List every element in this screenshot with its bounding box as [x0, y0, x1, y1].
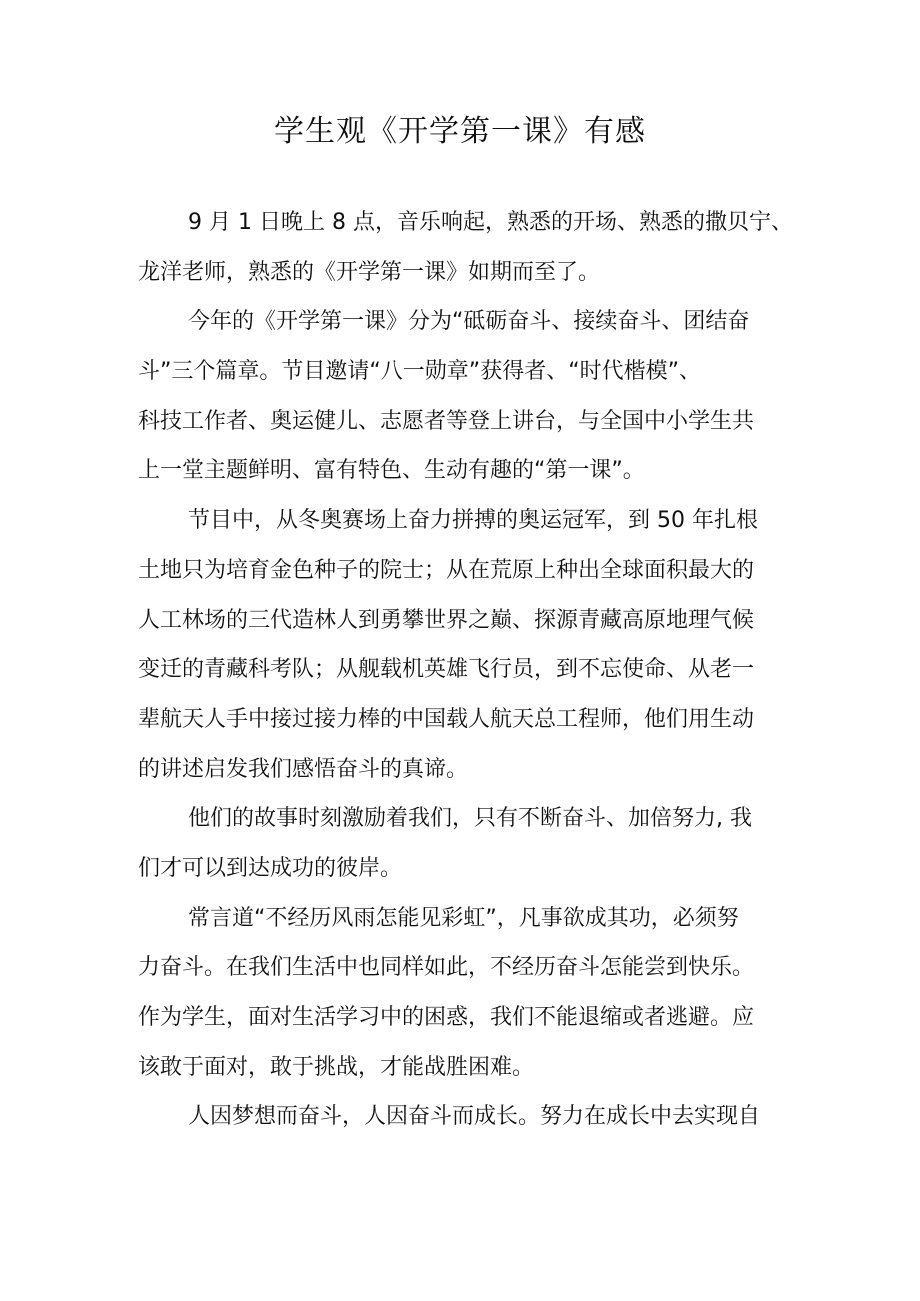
paragraph [138, 496, 788, 794]
paragraph-line: 龙洋老师，熟悉的《开学第一课》如期而至了。 [138, 259, 601, 285]
document-body [138, 198, 793, 1142]
paragraph-line: 9 月 1 日晚上 8 点，音乐响起，熟悉的开场、熟悉的撒贝宁、 [188, 210, 793, 235]
paragraph-line: 常言道“不经历风雨怎能见彩虹”，凡事欲成其功，必须努 [188, 905, 739, 931]
paragraph-line: 变迁的青藏科考队；从舰载机英雄飞行员，到不忘使命、从老一 [138, 657, 755, 683]
paragraph-line: 人因梦想而奋斗，人因奋斗而成长。努力在成长中去实现自 [188, 1104, 761, 1130]
paragraph-line: 科技工作者、奥运健儿、志愿者等登上讲台，与全国中小学生共 [138, 408, 755, 434]
paragraph [138, 198, 793, 297]
paragraph-line: 该敢于面对，敢于挑战，才能战胜困难。 [138, 1054, 535, 1080]
paragraph-line: 节目中，从冬奥赛场上奋力拼搏的奥运冠军，到 50 年扎根 [188, 508, 758, 534]
document-title: 学生观《开学第一课》有感 [274, 114, 646, 149]
paragraph-line: 他们的故事时刻激励着我们，只有不断奋斗、加倍努力, 我 [188, 806, 752, 832]
paragraph-line: 们才可以到达成功的彼岸。 [138, 855, 403, 881]
paragraph-line: 土地只为培育金色种子的院士；从在荒原上种出全球面积最大的 [138, 557, 755, 583]
paragraph-line: 力奋斗。在我们生活中也同样如此，不经历奋斗怎能尝到快乐。 [138, 955, 755, 981]
paragraph-line: 辈航天人手中接过接力棒的中国载人航天总工程师，他们用生动 [138, 706, 755, 732]
paragraph-line: 人工林场的三代造林人到勇攀世界之巅、探源青藏高原地理气候 [138, 607, 755, 633]
paragraph-line: 的讲述启发我们感悟奋斗的真谛。 [138, 756, 469, 782]
paragraph-line: 作为学生，面对生活学习中的困惑，我们不能退缩或者逃避。应 [138, 1005, 755, 1030]
paragraph [138, 794, 788, 893]
paragraph [138, 297, 788, 496]
paragraph-line: 今年的《开学第一课》分为“砥砺奋斗、接续奋斗、团结奋 [188, 309, 750, 335]
paragraph [138, 1092, 788, 1142]
paragraph-line: 斗”三个篇章。节目邀请“八一勋章”获得者、“时代楷模”、 [138, 359, 701, 385]
paragraph-line: 上一堂主题鲜明、富有特色、生动有趣的“第一课”。 [138, 458, 645, 484]
paragraph [138, 894, 788, 1093]
